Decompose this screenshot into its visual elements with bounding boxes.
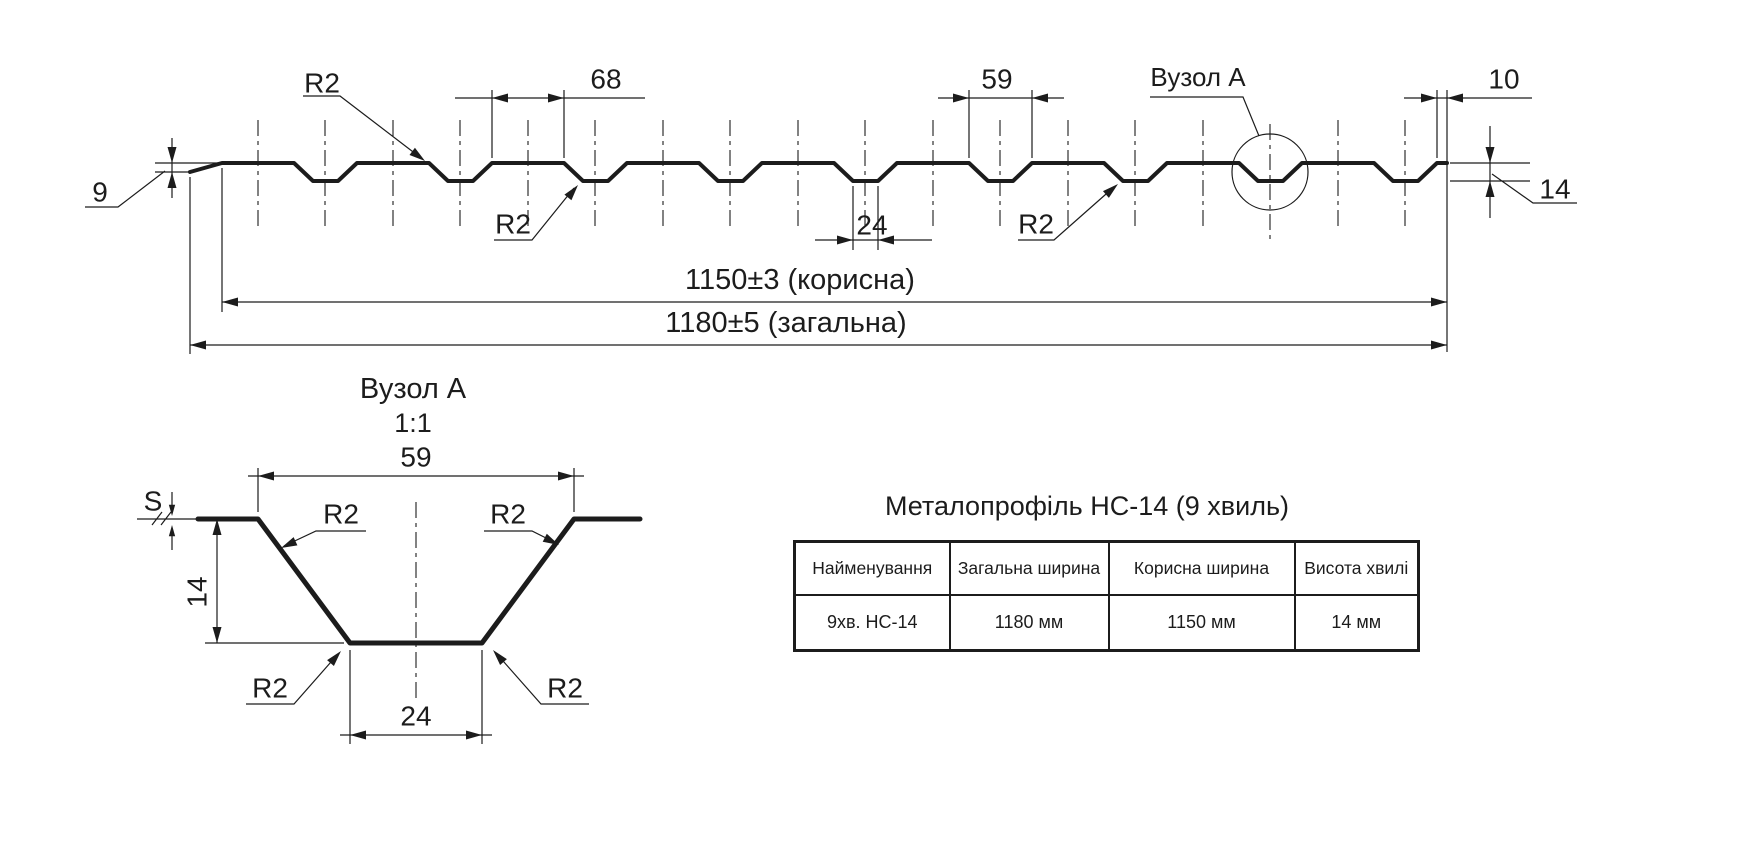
detail-dim-14	[182, 519, 345, 643]
col-header-useful-width: Корисна ширина	[1109, 542, 1295, 596]
cell-total-width: 1180 мм	[950, 595, 1109, 651]
dim-label: 59	[981, 63, 1013, 95]
dim-label: 24	[856, 209, 888, 241]
dim-lip-right-10	[1404, 64, 1532, 159]
dim-height-14	[1450, 126, 1577, 218]
spec-table-title: Металопрофіль НС-14 (9 хвиль)	[885, 491, 1290, 521]
sheet-profile-outline	[190, 163, 1447, 181]
radius-callout-3	[1018, 181, 1121, 240]
radius-label: R2	[547, 672, 583, 704]
main-profile-view	[85, 62, 1577, 354]
radius-label: R2	[495, 208, 531, 240]
detail-title: Вузол A	[359, 373, 467, 405]
node-a-label: Вузол A	[1150, 62, 1246, 92]
dim-valley-bottom-24	[815, 186, 932, 250]
col-header-total-width: Загальна ширина	[950, 542, 1109, 596]
spec-table-data-row	[795, 595, 1419, 651]
cell-wave-height: 14 мм	[1295, 595, 1419, 651]
radius-callout-2	[494, 182, 581, 240]
node-a-callout	[1150, 62, 1308, 210]
dim-label: 24	[400, 700, 432, 732]
radius-label: R2	[1018, 208, 1054, 240]
detail-radius-top-left	[279, 499, 366, 553]
dim-total-width	[190, 90, 1447, 354]
dim-label: 9	[92, 176, 108, 208]
radius-callout-1	[303, 68, 428, 165]
detail-dim-59	[248, 442, 584, 513]
dim-label: 14	[1539, 173, 1571, 205]
dim-label: 68	[590, 63, 622, 95]
dim-crest-68	[455, 64, 645, 159]
col-header-wave-height: Висота хвилі	[1295, 542, 1419, 596]
spec-table-header-row	[795, 542, 1419, 596]
dim-label: 1180±5 (загальна)	[665, 307, 907, 339]
detail-radius-top-right	[484, 499, 561, 550]
detail-view-node-a	[137, 373, 640, 744]
radius-label: R2	[304, 67, 340, 99]
detail-sheet-outline	[198, 519, 640, 643]
radius-label: R2	[252, 672, 288, 704]
dim-label: 1150±3 (корисна)	[685, 264, 915, 296]
radius-label: R2	[323, 498, 359, 530]
spec-table	[793, 540, 1420, 652]
col-header-name: Найменування	[795, 542, 950, 596]
detail-radius-bottom-right	[490, 647, 589, 704]
cell-useful-width: 1150 мм	[1109, 595, 1295, 651]
radius-label: R2	[490, 498, 526, 530]
thickness-label: S	[143, 485, 163, 517]
detail-radius-bottom-left	[246, 648, 344, 704]
dim-lip-left-9	[85, 138, 230, 208]
dim-label: 59	[400, 441, 432, 473]
cell-name: 9хв. НС-14	[795, 595, 950, 651]
dim-label: 14	[181, 576, 213, 608]
detail-thickness-callout	[137, 486, 198, 551]
detail-scale: 1:1	[394, 408, 432, 438]
dim-valley-59	[938, 64, 1064, 159]
dim-label: 10	[1488, 63, 1520, 95]
